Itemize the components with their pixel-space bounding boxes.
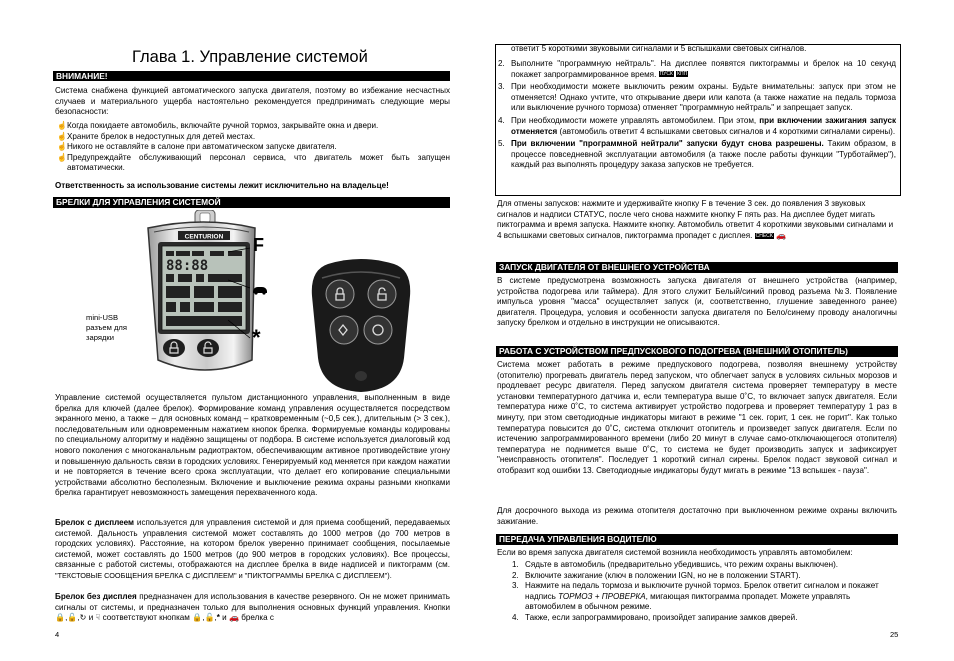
hand-pointer-icon: ☝ xyxy=(57,142,67,152)
chapter-title: Глава 1. Управление системой xyxy=(132,48,368,66)
lock-icon: 🔒 xyxy=(55,613,66,623)
driver-list xyxy=(512,560,897,624)
heater-header: РАБОТА С УСТРОЙСТВОМ ПРЕДПУСКОВОГО ПОДОГРЕВА (ВНЕШНИЙ ОТОПИТЕЛЬ) xyxy=(496,346,898,356)
box-top-line: ответит 5 короткими звуковыми сигналами и 5 вспышками световых сигналов. xyxy=(511,44,807,53)
left-page-number: 4 xyxy=(55,630,60,639)
display-fob-paragraph: Брелок с дисплеем используется для управления системой и для приема сообщений, передаваемых системой. Дальность управления системой может составлять до 1000 метров (до 700 метров в городских условиях). Расстояние, на котором брелок уверенно принимает сообщения, посылаемые системой, может составлять до 1500 метров (до 900 метров в городских условиях). Все процессы, связанные с работой системы, отображаются на дисплее брелка в виде надписей и пиктограмм (см. "ТЕКСТОВЫЕ СООБЩЕНИЯ БРЕЛКА С ДИСПЛЕЕМ" и "ПИКТОГРАММЫ БРЕЛКА С ДИСПЛЕЕМ"). xyxy=(55,518,450,580)
hand-pointer-icon: ☝ xyxy=(57,121,67,130)
car-icon: 🚗 xyxy=(776,230,787,240)
list-item: 4. Также, если запрограммировано, произойдет запирание замков дверей. xyxy=(512,612,798,622)
list-item: ☝ Предупреждайте обслуживающий персонал сервиса, что двигатель может быть запущен автоматически. xyxy=(57,152,450,173)
mini-usb-label: mini-USB разъем для зарядки xyxy=(86,313,127,342)
right-page-number: 25 xyxy=(890,630,899,639)
check-icon: CHECK xyxy=(755,232,774,239)
cancel-paragraph: Для отмены запусков: нажмите и удерживайте кнопку F в течение 3 сек. до появления 3 звуковых сигналов и надписи СТАТУС, после чего снова нажмите кнопку F пять раз. На дисплее будет мигать пиктограмма и время запуска. Нажмите кнопку. Автомобиль ответит 4 короткими звуковыми сигналами и 4 вспышками световых сигналов, пиктограмма пропадет с дисплея. CHECK 🚗 xyxy=(497,199,894,240)
fob-key-f-label: F xyxy=(253,235,264,255)
list-item: ☝ Храните брелок в недоступных для детей местах. xyxy=(57,131,256,141)
fob-brand-text: CENTURION xyxy=(184,233,224,241)
heater-paragraph: Система может работать в режиме предпускового подогрева, позволяя внешнему устройству (отопителю) прогревать двигатель перед запуском, что облегчает запуск в условиях сильных морозов и продлевает ресурс двигателя. Перед запуском двигателя система проверяет температуру в месте установки температурного датчика и, если температура выше 0˚С, то включает запуск двигателя. Если температура ниже 0˚С, то система активирует устройство подогрева и проверяет температуру 1 раз в минуту, при этом светодиодные индикаторы мигают в режиме "1 сек. горит, 1 сек. не горит". Как только температура повысится до 0˚С, система отключит отопитель и произведет запуск двигателя. Если по истечению запрограммированного времени (либо 20 минут в случае само-отключающегося отопителя) температура не поднимется выше 0˚С, то система не будет производить запуск и зафиксирует "неисправность отопителя". Последует 1 короткий сигнал сирены. Брелок подаст звуковой сигнал и отобразит код ошибки 13. Светодиодные индикаторы будут мигать в режиме "13 вспышек - пауза". xyxy=(497,360,897,475)
pusk-icon: ПУСК xyxy=(659,71,673,78)
heater-paragraph-2: Для досрочного выхода из режима отопителя достаточно при выключенном режиме охраны включить зажигание. xyxy=(497,506,897,526)
backup-fob-paragraph: Брелок без дисплея предназначен для использования в качестве резервного. Он не может принимать сигналы от системы, и предназначен только для выполнения основных функций управления. Кнопки 🔒,🔓,↻ и ☟ соответствуют кнопкам 🔒,🔓,* и 🚗 брелка с xyxy=(55,592,450,623)
hand-icon: ☟ xyxy=(95,613,101,623)
car-icon: 🚗 xyxy=(228,613,240,623)
backup-fob-illustration xyxy=(308,258,414,394)
responsibility-note: Ответственность за использование системы лежит исключительно на владельце! xyxy=(55,181,389,190)
driver-intro: Если во время запуска двигателя системой возникла необходимость управлять автомобилем: xyxy=(497,548,853,557)
divider xyxy=(496,272,898,273)
warning-intro: Система снабжена функцией автоматического запуска двигателя, поэтому во избежание несчастных случаев и материального ущерба настоятельно рекомендуется предпринимать следующие меры безопасности: xyxy=(55,86,450,117)
list-item: ☝ Никого не оставляйте в салоне при автоматическом запуске двигателя. xyxy=(57,142,337,152)
procedure-list xyxy=(498,59,896,171)
unlock-icon: 🔓 xyxy=(204,613,215,623)
hand-pointer-icon: ☝ xyxy=(57,152,67,162)
svg-text:88:88: 88:88 xyxy=(166,258,209,274)
list-item: 3. Нажмите на педаль тормоза и выключите ручной тормоз. Брелок ответит сигналом и покажет надпись ТОРМОЗ + ПРОВЕРКА, мигающая пиктограмма пропадет. Можете управлять автомобилем в обычном режиме. xyxy=(512,581,879,612)
hand-pointer-icon: ☝ xyxy=(57,131,67,141)
list-item: 1. Сядьте в автомобиль (предварительно убедившись, что режим охраны выключен). xyxy=(512,560,839,569)
list-item: 3. При необходимости можете выключить режим охраны. Будьте внимательны: запуск при этом не отменяется! Однако учтите, что открывание двери или капота (а также нажатие на педаль тормоза или выключение ручного тормоза) отменяет "программную нейтраль" и запрещает запуск. xyxy=(498,82,896,113)
warning-header: ВНИМАНИЕ! xyxy=(53,71,450,81)
divider xyxy=(496,356,898,357)
list-item: ☝ Когда покидаете автомобиль, включайте ручной тормоз, закрывайте окна и двери. xyxy=(57,121,379,130)
star-icon: * xyxy=(216,613,220,623)
driver-header: ПЕРЕДАЧА УПРАВЛЕНИЯ ВОДИТЕЛЮ xyxy=(496,534,898,544)
ext-device-paragraph: В системе предусмотрена возможность запуска двигателя от внешнего устройства (например, устройства подогрева или таймера). Для этого служит Белый/синий провод разъема №3. Появление импульса уровня "масса" осуществляет запуск (и, соответственно, глушение заведенного ранее) двигателя. Процедура, условия и особенности запуска двигателя по Белo/синему проводу аналогичны запуску брелком и отдельно в инструкции не описываются. xyxy=(497,276,897,328)
warning-list xyxy=(55,121,450,174)
list-item: 4. При необходимости можете управлять автомобилем. При этом, при включении зажигания запуск отменяется (автомобиль ответит 4 вспышками световых сигналов и 4 короткими сигналами сирены). xyxy=(498,115,897,136)
list-item: 2. Включите зажигание (ключ в положении IGN, но не в положении START). xyxy=(512,570,801,580)
lock-icon: 🔒 xyxy=(192,613,203,623)
fob-description-paragraph: Управление системой осуществляется пультом дистанционного управления, выполненным в виде брелка для ключей (далее брелок). Формирование команд управления осуществляется посредством экранного меню, а также – для основных команд – кратковременным (~0,5 сек.), длительным (> 3 сек.), последовательным или одновременным нажатием кнопок брелка. Формируемые команды кодированы по специальному алгоритму и надёжно защищены от подбора. В системе используется диалоговый код нового поколения с многоканальным радиотрактом, обеспечивающим активное противодействие угону и повышенную дальность связи в городских условиях. Генерируемый код меняется при каждом нажатии и не повторяется в течение всего срока эксплуатации, что делает его копирование специальными устройствами абсолютно бесполезным. Включение и выключение режима охраны разными кнопками брелка гарантирует невозможность замещения перехваченного кода. xyxy=(55,393,450,498)
ext-device-header: ЗАПУСК ДВИГАТЕЛЯ ОТ ВНЕШНЕГО УСТРОЙСТВА xyxy=(496,262,898,272)
divider xyxy=(53,207,450,208)
kpp-icon: КПП xyxy=(677,71,688,78)
fob-key-star-label: * xyxy=(252,325,261,350)
fobs-header: БРЕЛКИ ДЛЯ УПРАВЛЕНИЯ СИСТЕМОЙ xyxy=(53,197,450,207)
list-item: 2. Выполните "программную нейтраль". На дисплее появятся пиктограммы и брелок на 10 секунд покажет запрограммированное время. ПУСК КПП xyxy=(498,59,896,79)
unlock-icon: 🔓 xyxy=(67,613,78,623)
list-item: 5. При включении "программной нейтрали" запуски будут снова разрешены. Таким образом, в процессе повседневной эксплуатации автомобиля (а также после работы функции "Турботаймер"), каждый раз выполнять процедуру заказа запусков не требуется. xyxy=(498,139,896,170)
car-lock-icon xyxy=(252,283,268,295)
callout-lines xyxy=(228,240,268,350)
rotate-icon: ↻ xyxy=(79,613,87,623)
divider xyxy=(496,544,898,545)
